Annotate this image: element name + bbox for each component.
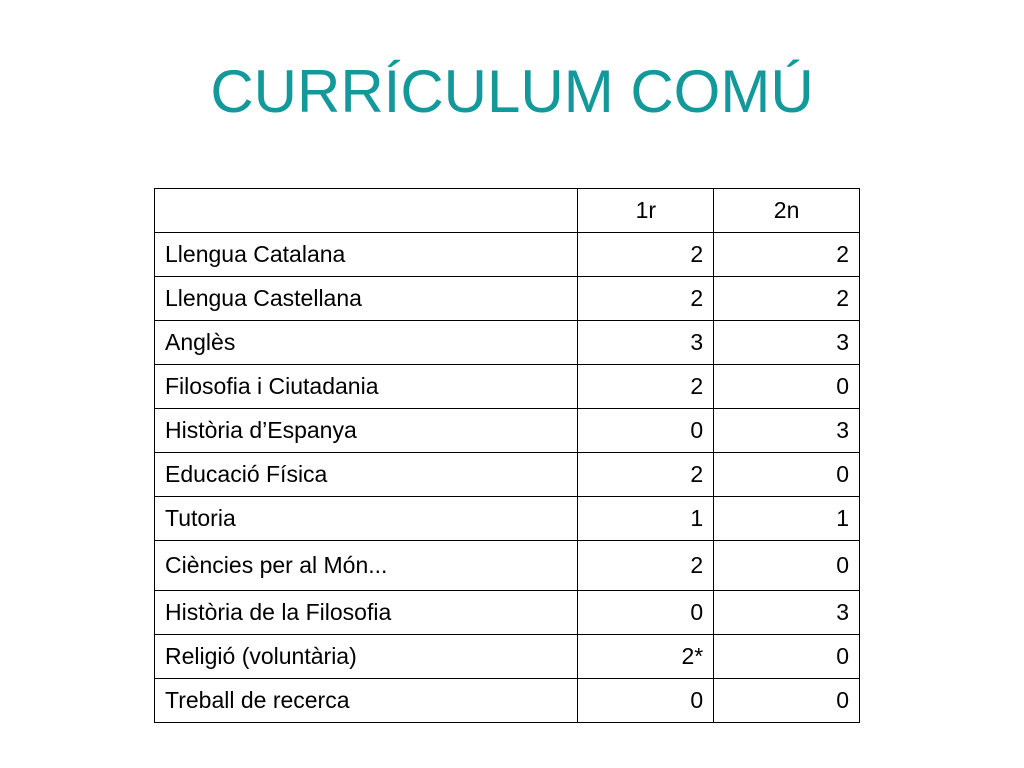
subject-cell: Anglès — [155, 321, 578, 365]
table-header-row — [155, 189, 860, 233]
subject-cell: Filosofia i Ciutadania — [155, 365, 578, 409]
table-row — [155, 541, 860, 591]
subject-cell: Treball de recerca — [155, 679, 578, 723]
table-row — [155, 365, 860, 409]
table-row — [155, 233, 860, 277]
header-second-year: 2n — [714, 189, 860, 233]
first-year-hours: 1 — [578, 497, 714, 541]
table-row — [155, 497, 860, 541]
table-row — [155, 679, 860, 723]
table-row — [155, 453, 860, 497]
second-year-hours: 3 — [714, 591, 860, 635]
subject-cell: Llengua Catalana — [155, 233, 578, 277]
subject-cell: Educació Física — [155, 453, 578, 497]
second-year-hours: 2 — [714, 277, 860, 321]
subject-cell: Religió (voluntària) — [155, 635, 578, 679]
first-year-hours: 2 — [578, 233, 714, 277]
header-first-year: 1r — [578, 189, 714, 233]
second-year-hours: 1 — [714, 497, 860, 541]
subject-cell: Llengua Castellana — [155, 277, 578, 321]
first-year-hours: 3 — [578, 321, 714, 365]
subject-cell: Ciències per al Món... — [155, 541, 578, 591]
header-subject — [155, 189, 578, 233]
first-year-hours: 0 — [578, 409, 714, 453]
first-year-hours: 2 — [578, 365, 714, 409]
second-year-hours: 0 — [714, 679, 860, 723]
table-row — [155, 277, 860, 321]
slide-title: CURRÍCULUM COMÚ — [210, 58, 814, 125]
second-year-hours: 0 — [714, 453, 860, 497]
table-row — [155, 635, 860, 679]
first-year-hours: 2 — [578, 277, 714, 321]
second-year-hours: 3 — [714, 321, 860, 365]
first-year-hours: 2 — [578, 541, 714, 591]
second-year-hours: 0 — [714, 541, 860, 591]
first-year-hours: 0 — [578, 679, 714, 723]
table-row — [155, 409, 860, 453]
second-year-hours: 2 — [714, 233, 860, 277]
first-year-hours: 0 — [578, 591, 714, 635]
first-year-hours: 2* — [578, 635, 714, 679]
second-year-hours: 3 — [714, 409, 860, 453]
table-row — [155, 321, 860, 365]
subject-cell: Tutoria — [155, 497, 578, 541]
subject-cell: Història d’Espanya — [155, 409, 578, 453]
subject-cell: Història de la Filosofia — [155, 591, 578, 635]
curriculum-table — [154, 188, 860, 723]
first-year-hours: 2 — [578, 453, 714, 497]
table-row — [155, 591, 860, 635]
second-year-hours: 0 — [714, 635, 860, 679]
second-year-hours: 0 — [714, 365, 860, 409]
